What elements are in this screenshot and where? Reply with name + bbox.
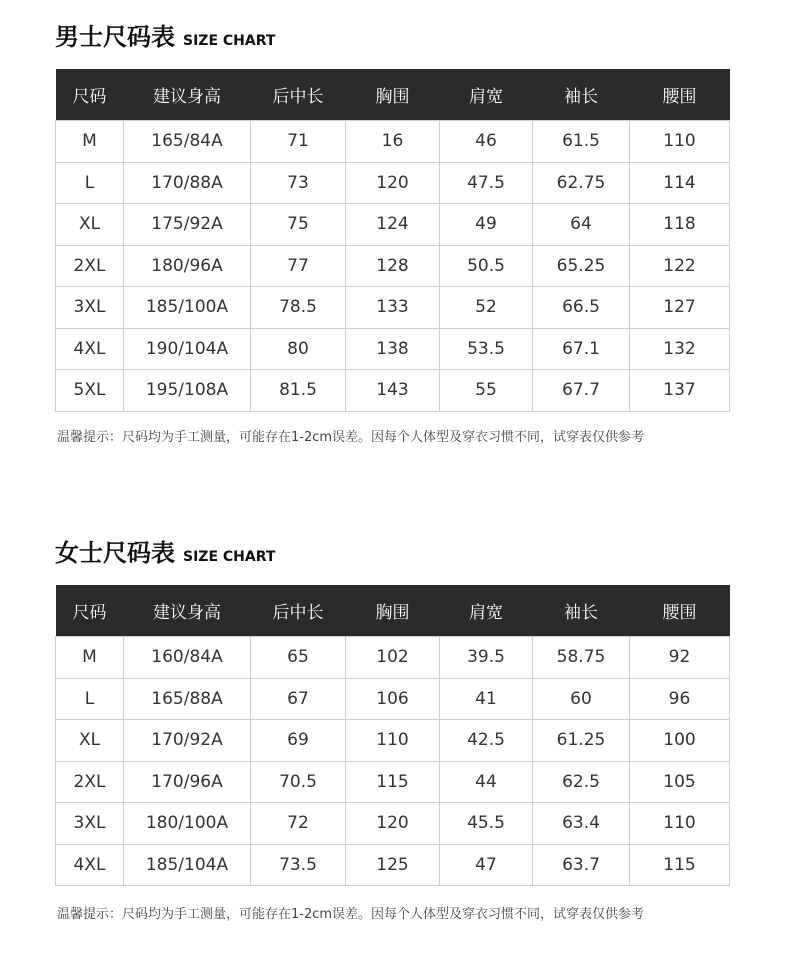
table-cell: 102 (346, 637, 440, 679)
table-cell: 61.5 (533, 121, 630, 163)
table-cell: 3XL (56, 287, 124, 329)
table-cell: 55 (440, 370, 533, 412)
table-cell: 96 (630, 678, 730, 720)
table-row (56, 328, 730, 370)
table-cell: 180/100A (124, 803, 251, 845)
table-cell: 120 (346, 803, 440, 845)
table-cell: 77 (251, 245, 346, 287)
table-row (56, 637, 730, 679)
men-header-cell: 肩宽 (440, 69, 533, 121)
men-size-chart-title (55, 18, 275, 52)
table-cell: 52 (440, 287, 533, 329)
table-cell: 170/92A (124, 720, 251, 762)
table-cell: 165/88A (124, 678, 251, 720)
men-header-cell: 胸围 (346, 69, 440, 121)
table-cell: M (56, 637, 124, 679)
women-size-table (55, 585, 730, 886)
table-cell: 60 (533, 678, 630, 720)
table-cell: 3XL (56, 803, 124, 845)
table-cell: 65.25 (533, 245, 630, 287)
table-row (56, 245, 730, 287)
women-title-cn: 女士尺码表 (55, 539, 175, 567)
table-cell: 138 (346, 328, 440, 370)
table-cell: 106 (346, 678, 440, 720)
table-cell: 115 (630, 844, 730, 886)
table-cell: 46 (440, 121, 533, 163)
table-cell: 71 (251, 121, 346, 163)
women-header-cell: 胸围 (346, 585, 440, 637)
table-cell: 143 (346, 370, 440, 412)
men-header-cell: 尺码 (56, 69, 124, 121)
table-cell: 185/100A (124, 287, 251, 329)
table-cell: 50.5 (440, 245, 533, 287)
table-cell: 128 (346, 245, 440, 287)
table-cell: 47 (440, 844, 533, 886)
table-cell: 73.5 (251, 844, 346, 886)
women-size-chart-title (55, 534, 275, 568)
men-header-cell: 建议身高 (124, 69, 251, 121)
table-cell: 39.5 (440, 637, 533, 679)
table-cell: 105 (630, 761, 730, 803)
table-cell: XL (56, 204, 124, 246)
table-cell: L (56, 162, 124, 204)
table-cell: 114 (630, 162, 730, 204)
table-cell: 58.75 (533, 637, 630, 679)
table-cell: 47.5 (440, 162, 533, 204)
women-header-cell: 腰围 (630, 585, 730, 637)
table-cell: L (56, 678, 124, 720)
table-cell: 2XL (56, 245, 124, 287)
table-cell: 44 (440, 761, 533, 803)
table-cell: 127 (630, 287, 730, 329)
table-cell: 72 (251, 803, 346, 845)
table-row (56, 370, 730, 412)
men-title-en: SIZE CHART (183, 33, 276, 49)
table-cell: 110 (630, 121, 730, 163)
table-cell: 80 (251, 328, 346, 370)
table-row (56, 287, 730, 329)
men-header-cell: 袖长 (533, 69, 630, 121)
table-cell: 122 (630, 245, 730, 287)
table-cell: 73 (251, 162, 346, 204)
women-header-cell: 后中长 (251, 585, 346, 637)
table-cell: 165/84A (124, 121, 251, 163)
table-cell: 62.5 (533, 761, 630, 803)
table-cell: 175/92A (124, 204, 251, 246)
table-cell: 78.5 (251, 287, 346, 329)
table-cell: 41 (440, 678, 533, 720)
men-size-note: 温馨提示：尺码均为手工测量，可能存在1-2cm误差。因每个人体型及穿衣习惯不同，试穿表仅供参考 (57, 430, 645, 445)
men-header-cell: 腰围 (630, 69, 730, 121)
table-cell: 195/108A (124, 370, 251, 412)
table-cell: 125 (346, 844, 440, 886)
table-cell: 70.5 (251, 761, 346, 803)
table-cell: 180/96A (124, 245, 251, 287)
table-cell: 63.4 (533, 803, 630, 845)
women-header-cell: 袖长 (533, 585, 630, 637)
table-cell: 42.5 (440, 720, 533, 762)
table-cell: M (56, 121, 124, 163)
table-cell: 190/104A (124, 328, 251, 370)
table-row (56, 162, 730, 204)
table-cell: 170/88A (124, 162, 251, 204)
table-cell: 5XL (56, 370, 124, 412)
men-size-table (55, 69, 730, 412)
table-row (56, 121, 730, 163)
table-cell: 67 (251, 678, 346, 720)
table-cell: 92 (630, 637, 730, 679)
table-cell: 64 (533, 204, 630, 246)
table-cell: 53.5 (440, 328, 533, 370)
table-cell: 4XL (56, 328, 124, 370)
table-cell: 2XL (56, 761, 124, 803)
table-cell: 110 (346, 720, 440, 762)
table-cell: 65 (251, 637, 346, 679)
table-cell: 66.5 (533, 287, 630, 329)
table-cell: 100 (630, 720, 730, 762)
table-cell: 124 (346, 204, 440, 246)
table-cell: 75 (251, 204, 346, 246)
table-cell: 49 (440, 204, 533, 246)
men-title-cn: 男士尺码表 (55, 23, 175, 51)
table-cell: 118 (630, 204, 730, 246)
women-title-en: SIZE CHART (183, 549, 276, 565)
table-cell: 16 (346, 121, 440, 163)
table-cell: 67.1 (533, 328, 630, 370)
table-cell: 81.5 (251, 370, 346, 412)
table-cell: 4XL (56, 844, 124, 886)
table-cell: 62.75 (533, 162, 630, 204)
table-cell: 137 (630, 370, 730, 412)
table-cell: 63.7 (533, 844, 630, 886)
men-header-row (56, 69, 730, 121)
table-row (56, 761, 730, 803)
table-cell: 61.25 (533, 720, 630, 762)
women-header-row (56, 585, 730, 637)
women-header-cell: 建议身高 (124, 585, 251, 637)
table-row (56, 720, 730, 762)
table-cell: 132 (630, 328, 730, 370)
table-cell: 67.7 (533, 370, 630, 412)
table-row (56, 844, 730, 886)
table-cell: XL (56, 720, 124, 762)
women-size-note: 温馨提示：尺码均为手工测量，可能存在1-2cm误差。因每个人体型及穿衣习惯不同，试穿表仅供参考 (57, 907, 645, 922)
table-cell: 133 (346, 287, 440, 329)
table-row (56, 803, 730, 845)
table-row (56, 204, 730, 246)
table-cell: 185/104A (124, 844, 251, 886)
table-row (56, 678, 730, 720)
table-cell: 45.5 (440, 803, 533, 845)
women-header-cell: 尺码 (56, 585, 124, 637)
table-cell: 160/84A (124, 637, 251, 679)
table-cell: 115 (346, 761, 440, 803)
table-cell: 170/96A (124, 761, 251, 803)
table-cell: 120 (346, 162, 440, 204)
table-cell: 110 (630, 803, 730, 845)
men-header-cell: 后中长 (251, 69, 346, 121)
table-cell: 69 (251, 720, 346, 762)
women-header-cell: 肩宽 (440, 585, 533, 637)
